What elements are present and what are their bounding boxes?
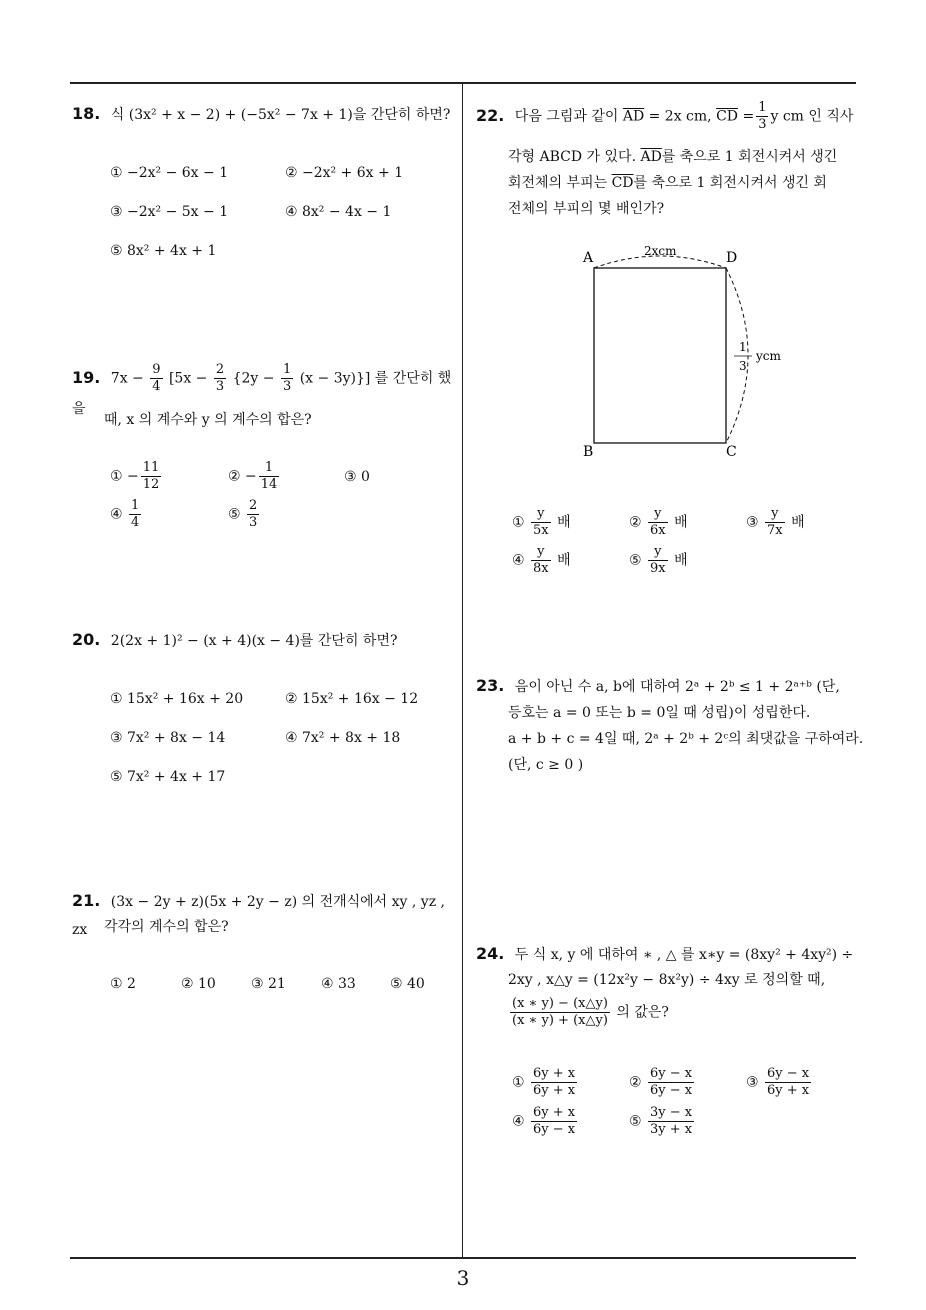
option-2[interactable]: ② $\frac{y}{6x}$ 배 bbox=[629, 506, 688, 538]
question-text: 2(2x + 1)² − (x + 4)(x − 4)를 간단히 하면? bbox=[110, 633, 398, 649]
fraction: $\frac{2}{3}$ bbox=[215, 362, 225, 394]
side-denominator: 3 bbox=[739, 359, 747, 373]
top-length-label: 2xcm bbox=[644, 244, 677, 258]
vertex-c-label: C bbox=[726, 444, 737, 460]
option-1[interactable]: ① −2x² − 6x − 1 bbox=[110, 165, 229, 181]
fraction: $\frac{9}{4}$ bbox=[152, 362, 161, 394]
question-text: (3x − 2y + z)(5x + 2y − z) 의 전개식에서 xy , yz , zx bbox=[72, 894, 445, 938]
question-number: 20. bbox=[72, 630, 101, 649]
bottom-rule bbox=[70, 1257, 856, 1259]
option-5[interactable]: ⑤ 8x² + 4x + 1 bbox=[110, 243, 217, 259]
question-number: 24. bbox=[476, 944, 505, 963]
question-23 bbox=[476, 672, 861, 701]
page-number: 3 bbox=[456, 1266, 470, 1290]
fraction: $\frac{1}{3}$ bbox=[282, 362, 292, 394]
option-3[interactable]: ③ 0 bbox=[344, 469, 370, 485]
option-4[interactable]: ④ $\frac{6y + x}{6y - x}$ bbox=[512, 1105, 576, 1137]
question-number: 21. bbox=[72, 891, 101, 910]
option-2[interactable]: ② $\frac{6y - x}{6y - x}$ bbox=[629, 1066, 693, 1098]
option-4[interactable]: ④ 33 bbox=[321, 976, 356, 992]
question-number: 18. bbox=[72, 104, 101, 123]
center-divider bbox=[462, 82, 463, 1258]
vertex-a-label: A bbox=[583, 250, 594, 266]
segment-cd: $\overline{CD}$ bbox=[716, 108, 739, 125]
rectangle-figure bbox=[576, 238, 816, 468]
option-3[interactable]: ③ 7x² + 8x − 14 bbox=[110, 730, 226, 746]
option-4[interactable]: ④ $\frac{1}{4}$ bbox=[110, 498, 140, 530]
option-1[interactable]: ① 15x² + 16x + 20 bbox=[110, 691, 244, 707]
vertex-d-label: D bbox=[726, 250, 738, 266]
question-24 bbox=[476, 940, 861, 969]
option-1[interactable]: ① 2 bbox=[110, 976, 136, 992]
side-dashed-arc bbox=[726, 268, 748, 443]
option-3[interactable]: ③ 21 bbox=[251, 976, 286, 992]
question-number: 23. bbox=[476, 676, 505, 695]
side-unit: ycm bbox=[756, 349, 781, 363]
question-22: 22. 다음 그림과 같이 $\overline{AD} = 2x$ cm, $\overline{CD}$ = $\frac{1}{3}$ y cm 인 직사 bbox=[476, 100, 854, 132]
option-5[interactable]: ⑤ $\frac{3y - x}{3y + x}$ bbox=[629, 1105, 693, 1137]
question-text: 식 (3x² + x − 2) + (−5x² − 7x + 1)을 간단히 하면? bbox=[110, 107, 451, 123]
question-22-line4: 전체의 부피의 몇 배인가? bbox=[508, 201, 665, 217]
option-2[interactable]: ② −2x² + 6x + 1 bbox=[285, 165, 404, 181]
option-3[interactable]: ③ $\frac{y}{7x}$ 배 bbox=[746, 506, 805, 538]
option-1[interactable]: ① $\frac{y}{5x}$ 배 bbox=[512, 506, 571, 538]
vertex-b-label: B bbox=[583, 444, 594, 460]
segment-ad: $\overline{AD}$ bbox=[622, 108, 645, 125]
expr-mid: [5x − bbox=[168, 370, 208, 387]
question-24-line2: 2xy , x△y = (12x²y − 8x²y) ÷ 4xy 로 정의할 때, bbox=[508, 972, 826, 988]
question-text: 를 간단히 했을 bbox=[72, 370, 452, 417]
question-23-line4: (단, c ≥ 0 ) bbox=[508, 757, 584, 773]
option-5[interactable]: ⑤ 7x² + 4x + 17 bbox=[110, 769, 226, 785]
expr-prefix: 7x − bbox=[110, 370, 144, 387]
question-19-line2: 때, x 의 계수와 y 의 계수의 합은? bbox=[104, 412, 312, 428]
option-2[interactable]: ② 15x² + 16x − 12 bbox=[285, 691, 419, 707]
option-1[interactable]: ① $\frac{6y + x}{6y + x}$ bbox=[512, 1066, 576, 1098]
question-number: 19. bbox=[72, 367, 101, 387]
option-4[interactable]: ④ $\frac{y}{8x}$ 배 bbox=[512, 544, 571, 576]
expr-mid: {2y − bbox=[232, 370, 275, 387]
option-4[interactable]: ④ 7x² + 8x + 18 bbox=[285, 730, 401, 746]
side-numerator: 1 bbox=[739, 340, 747, 354]
fraction: $\frac{1}{3}$ bbox=[758, 100, 767, 132]
question-text: 음이 아닌 수 a, b에 대하여 2ᵃ + 2ᵇ ≤ 1 + 2ᵃ⁺ᵇ (단, bbox=[514, 679, 840, 695]
question-22-line3: 회전체의 부피는 $\overline{CD}$를 축으로 1 회전시켜서 생긴 회 bbox=[508, 175, 827, 191]
question-21-line2: 각각의 계수의 합은? bbox=[104, 919, 229, 935]
question-20 bbox=[72, 626, 457, 655]
question-number: 22. bbox=[476, 105, 505, 125]
question-23-line3: a + b + c = 4일 때, 2ᵃ + 2ᵇ + 2ᶜ의 최댓값을 구하여라. bbox=[508, 731, 864, 747]
rectangle-abcd bbox=[594, 268, 726, 443]
question-24-line3: $\frac{(x ∗ y) - (x\triangle y)}{(x ∗ y) + (x\triangle y)}$ 의 값은? bbox=[512, 996, 669, 1028]
option-4[interactable]: ④ 8x² − 4x − 1 bbox=[285, 204, 392, 220]
question-22-line2: 각형 ABCD 가 있다. $\overline{AD}$를 축으로 1 회전시켜서 생긴 bbox=[508, 149, 838, 165]
option-5[interactable]: ⑤ $\frac{2}{3}$ bbox=[228, 498, 258, 530]
question-18 bbox=[72, 100, 457, 129]
option-3[interactable]: ③ −2x² − 5x − 1 bbox=[110, 204, 229, 220]
question-text: 두 식 x, y 에 대하여 ∗ , △ 를 x∗y = (8xy² + 4xy²) ÷ bbox=[514, 947, 854, 963]
expr-suffix: (x − 3y)}] bbox=[299, 370, 371, 387]
option-3[interactable]: ③ $\frac{6y - x}{6y + x}$ bbox=[746, 1066, 810, 1098]
option-1[interactable]: ① − $\frac{11}{12}$ bbox=[110, 460, 160, 492]
option-5[interactable]: ⑤ $\frac{y}{9x}$ 배 bbox=[629, 544, 688, 576]
top-rule bbox=[70, 82, 856, 84]
option-2[interactable]: ② − $\frac{1}{14}$ bbox=[228, 460, 278, 492]
fraction: $\frac{(x ∗ y) - (x\triangle y)}{(x ∗ y) + (x\triangle y)}$ bbox=[512, 996, 608, 1028]
option-2[interactable]: ② 10 bbox=[181, 976, 216, 992]
option-5[interactable]: ⑤ 40 bbox=[390, 976, 425, 992]
question-23-line2: 등호는 a = 0 또는 b = 0일 때 성립)이 성립한다. bbox=[508, 705, 811, 721]
